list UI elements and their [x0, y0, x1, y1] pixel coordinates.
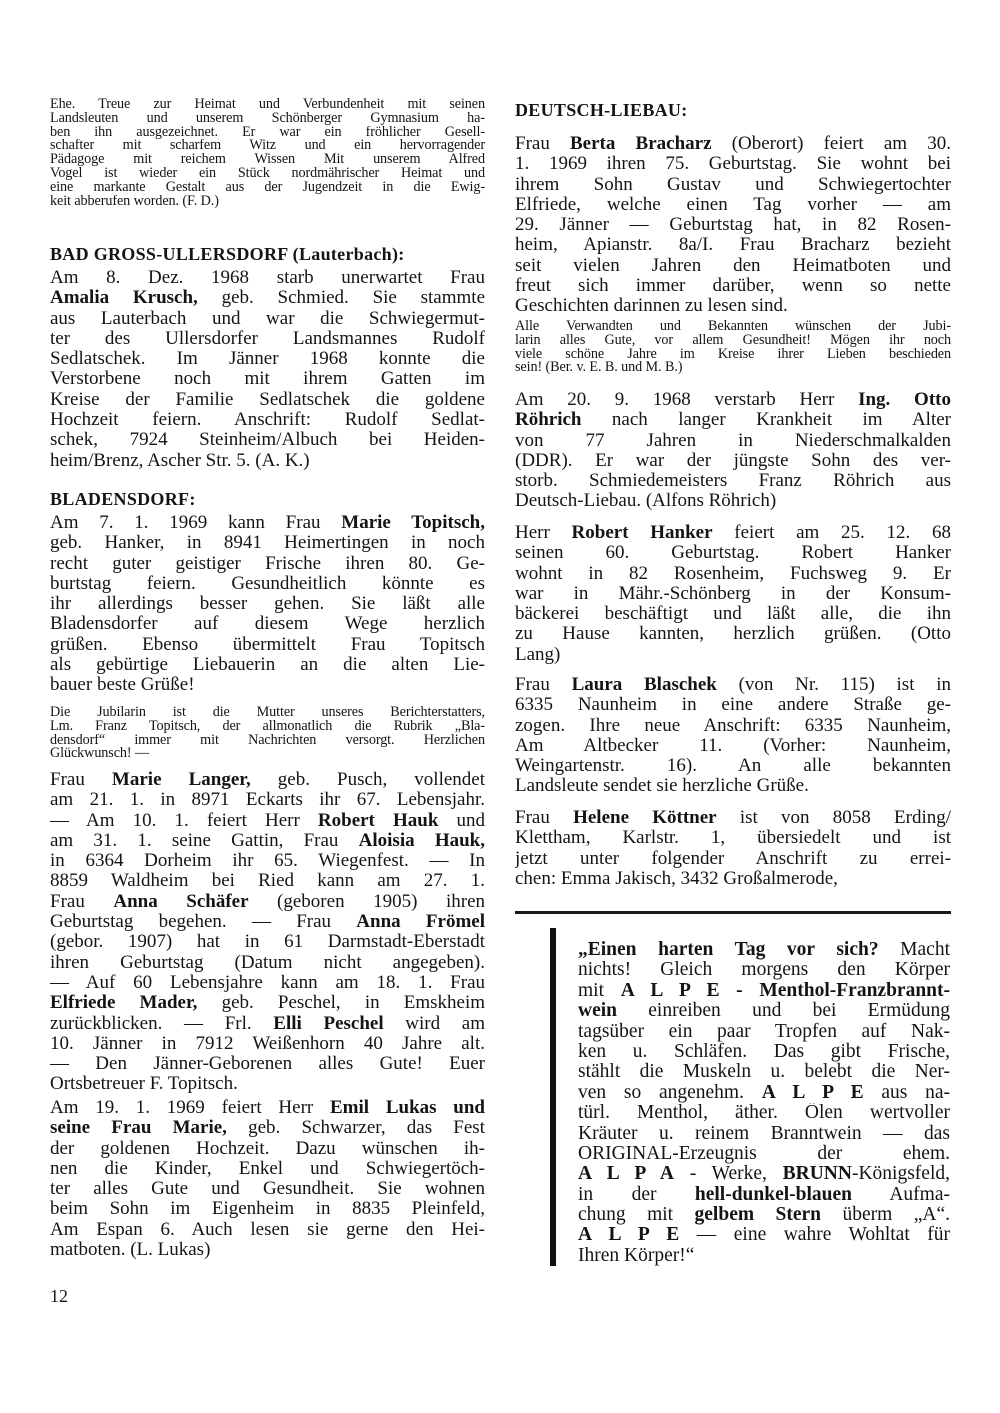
text-line [50, 635, 485, 655]
text-line [50, 513, 485, 533]
text-segment: überm „A“. [821, 1205, 950, 1226]
bold-name: A L P E [578, 1225, 680, 1246]
text-line [50, 770, 485, 790]
text-line [50, 831, 485, 851]
bold-name: Ing. Otto [858, 390, 951, 410]
text-line [515, 276, 951, 296]
note-jubilarin [50, 706, 485, 761]
text-segment: heim/Brenz, Ascher Str. 5. (A. K.) [50, 450, 310, 471]
text-segment: Macht [878, 940, 950, 960]
text-segment: seit vielen Jahren den Heimatboten und [515, 255, 951, 276]
alpe-advertisement [578, 940, 950, 1266]
text-line [578, 1185, 950, 1205]
text-segment: Geschichten darinnen zu lesen sind. [515, 296, 788, 317]
text-segment: (Oberort) feiert am 30. [711, 134, 951, 154]
text-line [50, 973, 485, 993]
article-birthdays [50, 770, 485, 1095]
article-laura-blaschek [515, 675, 951, 797]
text-segment: bäckerei beschäftigt und läßt alle, die ihn [515, 604, 951, 625]
text-segment: geb. Schwarzer, das Fest [226, 1118, 485, 1139]
text-segment: (DDR). Er war der jüngste Sohn des ver- [515, 450, 951, 471]
text-segment: aus Lauterbach und war die Schwiegermut- [50, 308, 485, 329]
text-segment: 10. Jänner in 7912 Weißenhorn 40 Jahre alt. [50, 1033, 485, 1054]
text-segment: Ehe. Treue zur Heimat und Verbundenheit mit seinen [50, 98, 485, 112]
text-line [515, 175, 951, 195]
bold-name: Aloisia Hauk, [358, 830, 485, 851]
text-line [578, 1205, 950, 1225]
text-segment: nach langer Krankheit im Alter [581, 410, 951, 431]
text-segment: Am 8. Dez. 1968 starb unerwartet Frau [50, 268, 485, 288]
text-line [578, 1124, 950, 1144]
text-line [515, 348, 951, 362]
text-line [515, 361, 951, 375]
text-segment: wohnt in 82 Rosenheim, Fuchsweg 9. Er [515, 563, 951, 584]
text-segment: geb. Hanker, in 8941 Heimertingen in noch [50, 533, 485, 554]
text-segment: grüßen. Ebenso übermittelt Frau Topitsch [50, 634, 485, 655]
bold-name: Robert Hauk [317, 810, 439, 831]
text-line [50, 167, 485, 181]
text-segment: Landsleuten und unserem Schönberger Gymnasium ha- [50, 111, 485, 126]
text-segment: ter alles Gute und Gesundheit. Sie wohnen [50, 1179, 485, 1200]
text-segment: chen: Emma Jakisch, 3432 Großalmerode, [515, 868, 838, 889]
text-line [515, 849, 951, 869]
text-segment: keit abberufen worden. (F. D.) [50, 194, 219, 209]
text-segment: — eine wahre Wohltat für [679, 1225, 950, 1246]
text-line [515, 390, 951, 410]
section-heading-bad-gross-ullersdorf: BAD GROSS-ULLERSDORF (Lauterbach): [50, 244, 405, 264]
bold-name: A L P E [761, 1082, 864, 1103]
text-line [515, 695, 951, 715]
text-segment: Pädagoge mit reichem Wissen Mit unserem Alfred [50, 153, 485, 167]
text-segment: ken u. Schläfen. Das gibt Frische, [578, 1041, 950, 1062]
text-segment: Elfriede, welche einen Tag vorher — am [515, 194, 951, 215]
text-line [50, 98, 485, 112]
text-line [50, 349, 485, 369]
text-line [50, 268, 485, 288]
text-segment: ORIGINAL-Erzeugnis der ehem. [578, 1143, 950, 1164]
text-line [50, 1014, 485, 1034]
text-segment: ist von 8058 Erding/ [716, 808, 951, 828]
text-segment: war in Mähr.-Schönberg in der Konsum- [515, 583, 951, 604]
text-segment: Hochzeit feiern. Anschrift: Rudolf Sedlat- [50, 410, 485, 431]
text-line [515, 334, 951, 348]
text-segment: türl. Menthol, äther. Ölen wertvoller [578, 1103, 950, 1124]
text-segment: (gebor. 1907) hat in 61 Darmstadt-Eberstadt [50, 932, 485, 953]
text-segment: aus na- [863, 1082, 950, 1103]
text-segment: seinen 60. Geburtstag. Robert Hanker [515, 543, 951, 564]
text-segment: Am 19. 1. 1969 feiert Herr [50, 1098, 330, 1118]
text-line [50, 1034, 485, 1054]
text-line [50, 706, 485, 720]
text-segment: schek, 7924 Steinheim/Albuch bei Heiden- [50, 430, 485, 451]
text-segment: sein! (Ber. v. E. B. und M. B.) [515, 361, 683, 376]
text-line [515, 134, 951, 154]
text-segment: viele schöne Jahre im Kreise ihrer Lieben beschieden [515, 347, 951, 362]
text-line [578, 1246, 950, 1266]
text-segment: -Königsfeld, [851, 1164, 950, 1185]
text-line [515, 584, 951, 604]
text-line [578, 1001, 950, 1021]
text-segment: Weingartenstr. 16). An alle bekannten [515, 756, 951, 777]
text-segment: Frau [515, 808, 574, 828]
text-segment: am 21. 1. in 8971 Eckarts ihr 67. Lebensjahr. [50, 790, 485, 811]
text-segment: Frau [50, 770, 112, 790]
text-segment: Bladensdorfer auf diesem Wege herzlich [50, 614, 485, 635]
text-line [578, 1083, 950, 1103]
text-segment: - Werke, [674, 1164, 783, 1185]
text-segment: wird am [383, 1013, 485, 1034]
text-segment: — Auf 60 Lebensjahre kann am 18. 1. Frau [50, 972, 485, 993]
text-line [515, 808, 951, 828]
text-line [50, 675, 485, 695]
text-line [578, 1103, 950, 1123]
bold-name: Berta Bracharz [570, 134, 712, 154]
text-segment: ihr allerdings besser gehen. Sie läßt alle [50, 594, 485, 615]
bold-name: Elfriede Mader, [50, 993, 198, 1014]
text-line [515, 776, 951, 796]
text-segment: Ihren Körper!“ [578, 1245, 695, 1266]
text-segment: Klettham, Karlstr. 1, übersiedelt und ist [515, 828, 951, 849]
text-line [50, 932, 485, 952]
text-line [578, 981, 950, 1001]
text-line [50, 410, 485, 430]
text-line [50, 655, 485, 675]
bold-name: seine Frau Marie, [50, 1118, 227, 1139]
bold-name: A L P E - Menthol-Franzbrannt- [620, 980, 950, 1001]
text-line [50, 1179, 485, 1199]
text-line [50, 1220, 485, 1240]
text-line [50, 195, 485, 209]
text-line [50, 892, 485, 912]
text-line [515, 256, 951, 276]
text-line [515, 491, 951, 511]
text-segment: Frau [50, 891, 114, 912]
text-segment: chung mit [578, 1205, 695, 1226]
text-segment: in 6364 Dorheim ihr 65. Wiegenfest. — In [50, 851, 485, 872]
text-line [50, 747, 485, 761]
text-segment: 8859 Waldheim bei Ried kann am 27. 1. [50, 871, 485, 892]
text-line [50, 451, 485, 471]
text-segment: Lang) [515, 644, 561, 665]
text-line [578, 940, 950, 960]
text-line [515, 624, 951, 644]
bold-name: Robert Hanker [571, 523, 713, 543]
text-line [50, 181, 485, 195]
page-number: 12 [50, 1286, 68, 1306]
bold-name: A L P A [578, 1164, 674, 1185]
bold-name: Röhrich [515, 410, 582, 431]
text-segment: zogen. Ihre neue Anschrift: 6335 Naunheim, [515, 715, 951, 736]
text-line [515, 451, 951, 471]
text-segment: Deutsch-Liebau. (Alfons Röhrich) [515, 491, 777, 512]
text-line [50, 811, 485, 831]
text-line [578, 1022, 950, 1042]
text-line [50, 993, 485, 1013]
bold-name: Helene Köttner [573, 808, 717, 828]
text-segment: am 31. 1. seine Gattin, Frau [50, 830, 359, 851]
text-segment: heim, Apianstr. 8a/I. Frau Bracharz bezieht [515, 235, 951, 256]
text-segment: geb. Pusch, vollendet [250, 770, 485, 790]
bold-name: hell-dunkel-blauen [694, 1184, 853, 1205]
text-line [50, 953, 485, 973]
text-segment: recht guter geistiger Frische ihren 80. Ge- [50, 553, 485, 574]
text-line [50, 554, 485, 574]
obituary-continuation [50, 98, 485, 208]
text-segment: schafter mit scharfem Witz und ein hervorragender [50, 139, 485, 154]
article-helene-koettner [515, 808, 951, 889]
text-segment: ven so angenehm. [578, 1082, 762, 1103]
text-line [50, 790, 485, 810]
text-line [578, 1144, 950, 1164]
text-segment: ihrem Sohn Gustav und Schwiegertochter [515, 174, 951, 195]
text-segment: als gebürtige Liebauerin an die alten Lie- [50, 655, 485, 676]
text-line [515, 756, 951, 776]
text-line [578, 1225, 950, 1245]
text-segment: ter des Ullersdorfer Landsmannes Rudolf [50, 328, 485, 349]
bold-name: Marie Langer, [111, 770, 251, 790]
text-line [515, 471, 951, 491]
text-line [50, 1098, 485, 1118]
note-greetings [515, 320, 951, 375]
article-emil-lukas [50, 1098, 485, 1260]
text-line [515, 215, 951, 235]
text-segment: 6335 Naunheim in eine andere Straße ge- [515, 695, 951, 716]
text-segment: larin alles Gute, vor allem Gesundheit! Mögen ihr noch [515, 333, 951, 348]
text-line [50, 614, 485, 634]
text-segment: einreiben und bei Ermüdung [617, 1001, 950, 1022]
text-line [515, 235, 951, 255]
text-line [50, 430, 485, 450]
text-line [50, 912, 485, 932]
text-line [50, 720, 485, 734]
text-line [578, 1042, 950, 1062]
text-line [50, 594, 485, 614]
text-line [515, 564, 951, 584]
text-line [50, 1054, 485, 1074]
text-segment: nichts! Gleich morgens den Körper [578, 960, 950, 981]
text-line [515, 716, 951, 736]
text-line [515, 645, 951, 665]
article-otto-roehrich [515, 390, 951, 512]
text-line [50, 139, 485, 153]
text-line [50, 1240, 485, 1260]
bold-name: „Einen harten Tag vor sich? [578, 940, 879, 960]
text-segment: mit [578, 980, 621, 1001]
text-line [515, 320, 951, 334]
text-segment: (geboren 1905) ihren [248, 891, 485, 912]
text-segment: Die Jubilarin ist die Mutter unseres Berichterstatters, [50, 706, 485, 720]
section-heading-deutsch-liebau: DEUTSCH-LIEBAU: [515, 100, 688, 120]
text-line [515, 410, 951, 430]
text-segment: Kräuter u. reinem Branntwein — das [578, 1123, 950, 1144]
text-segment: Am Altbecker 11. (Vorher: Naunheim, [515, 735, 951, 756]
text-line [50, 309, 485, 329]
bold-name: Laura Blaschek [571, 675, 717, 695]
text-segment: zurückblicken. — Frl. [50, 1013, 274, 1034]
text-line [515, 543, 951, 563]
section-heading-bladensdorf: BLADENSDORF: [50, 489, 196, 509]
text-segment: Sedlatschek. Im Jänner 1968 konnte die [50, 349, 485, 370]
text-segment: Am Espan 6. Auch lesen sie gerne den Hei- [50, 1219, 485, 1240]
article-marie-topitsch [50, 513, 485, 696]
text-line [515, 431, 951, 451]
text-segment: storb. Schmiedemeisters Franz Röhrich aus [515, 471, 951, 492]
bold-name: Emil Lukas und [330, 1098, 485, 1118]
text-segment: Herr [515, 523, 572, 543]
text-line [515, 523, 951, 543]
text-segment: jetzt unter folgender Anschrift zu errei- [515, 848, 951, 869]
text-segment: freut sich immer darüber, wenn so nette [515, 276, 951, 297]
text-line [50, 734, 485, 748]
text-segment: zu Hause kannten, herzlich grüßen. (Otto [515, 624, 951, 645]
text-line [50, 1159, 485, 1179]
bold-name: Anna Schäfer [113, 891, 249, 912]
text-segment: ben ihn ausgezeichnet. Er war ein fröhlicher Gesell- [50, 125, 485, 140]
ad-side-bar [550, 928, 556, 1266]
text-line [578, 1062, 950, 1082]
article-amalia-krusch [50, 268, 485, 471]
text-segment: (von Nr. 115) ist in [716, 675, 951, 695]
text-segment: Frau [515, 134, 570, 154]
bold-name: Anna Frömel [356, 912, 485, 933]
text-segment: Ortsbetreuer F. Topitsch. [50, 1074, 238, 1095]
text-line [515, 736, 951, 756]
text-line [50, 533, 485, 553]
text-line [50, 112, 485, 126]
text-segment: Frau [515, 675, 572, 695]
bold-name: Elli Peschel [273, 1013, 384, 1034]
text-segment: geb. Schmied. Sie stammte [197, 288, 485, 309]
text-line [50, 126, 485, 140]
text-line [50, 288, 485, 308]
text-segment: 29. Jänner — Geburtstag hat, in 82 Rosen- [515, 215, 951, 236]
text-segment: geb. Peschel, in Emskheim [197, 993, 485, 1014]
text-line [515, 828, 951, 848]
text-line [50, 153, 485, 167]
text-segment: tagsüber ein paar Tropfen auf Nak- [578, 1021, 950, 1042]
text-segment: feiert am 25. 12. 68 [712, 523, 951, 543]
text-segment: Alle Verwandten und Bekannten wünschen der Jubi- [515, 320, 951, 334]
text-segment: Kreise der Familie Sedlatschek die goldene [50, 389, 485, 410]
bold-name: Marie Topitsch, [341, 513, 485, 533]
text-segment: Aufma- [852, 1184, 950, 1205]
text-segment: Glückwunsch! — [50, 747, 150, 762]
text-line [515, 675, 951, 695]
text-segment: 1. 1969 ihren 75. Geburtstag. Sie wohnt bei [515, 154, 951, 175]
text-line [50, 1139, 485, 1159]
bold-name: gelbem Stern [694, 1205, 822, 1226]
text-segment: — Den Jänner-Geborenen alles Gute! Euer [50, 1054, 485, 1075]
text-segment: Am 7. 1. 1969 kann Frau [50, 513, 342, 533]
text-line [515, 154, 951, 174]
text-line [578, 960, 950, 980]
text-segment: densdorf“ immer mit Nachrichten versorgt. Herzlichen [50, 733, 485, 748]
bold-name: BRÜNN [782, 1164, 852, 1185]
article-robert-hanker [515, 523, 951, 665]
text-line [515, 195, 951, 215]
text-line [50, 871, 485, 891]
text-segment: burtstag feiern. Gesundheitlich könnte es [50, 573, 485, 594]
divider-rule [515, 911, 951, 914]
text-segment: der goldenen Hochzeit. Dazu wünschen ih- [50, 1138, 485, 1159]
text-line [50, 1074, 485, 1094]
text-line [50, 369, 485, 389]
text-segment: Landsleute sendet sie herzliche Grüße. [515, 776, 809, 797]
text-segment: nen die Kinder, Enkel und Schwiegertöch- [50, 1158, 485, 1179]
text-segment: Am 20. 9. 1968 verstarb Herr [515, 390, 859, 410]
text-line [578, 1164, 950, 1184]
text-segment: Vogel ist wieder ein Stück nordmährischer Heimat und [50, 166, 485, 181]
text-line [515, 296, 951, 316]
text-segment: eine markante Gestalt aus der Jugendzeit in die Ewig- [50, 180, 485, 195]
text-segment: ihren Geburtstag (Datum nicht angegeben). [50, 952, 485, 973]
text-line [50, 574, 485, 594]
text-segment: Verstorbene noch mit ihrem Gatten im [50, 369, 485, 390]
text-segment: Geburtstag begehen. — Frau [50, 912, 357, 933]
text-segment: — Am 10. 1. feiert Herr [50, 810, 318, 831]
bold-name: Amalia Krusch, [50, 288, 198, 309]
article-berta-bracharz [515, 134, 951, 317]
text-line [515, 604, 951, 624]
text-line [515, 869, 951, 889]
text-segment: matboten. (L. Lukas) [50, 1240, 211, 1261]
text-segment: stählt die Muskeln u. belebt die Ner- [578, 1062, 950, 1083]
text-segment: beim Sohn im Eigenheim in 8835 Pleinfeld, [50, 1199, 485, 1220]
text-segment: von 77 Jahren in Niederschmalkalden [515, 430, 951, 451]
text-line [50, 390, 485, 410]
text-segment: bauer beste Grüße! [50, 675, 195, 696]
text-line [50, 851, 485, 871]
text-segment: in der [578, 1184, 695, 1205]
text-segment: Lm. Franz Topitsch, der allmonatlich die Rubrik „Bla- [50, 719, 485, 734]
text-line [50, 329, 485, 349]
bold-name: wein [578, 1001, 617, 1022]
text-line [50, 1118, 485, 1138]
text-segment: und [438, 810, 485, 831]
text-line [50, 1199, 485, 1219]
